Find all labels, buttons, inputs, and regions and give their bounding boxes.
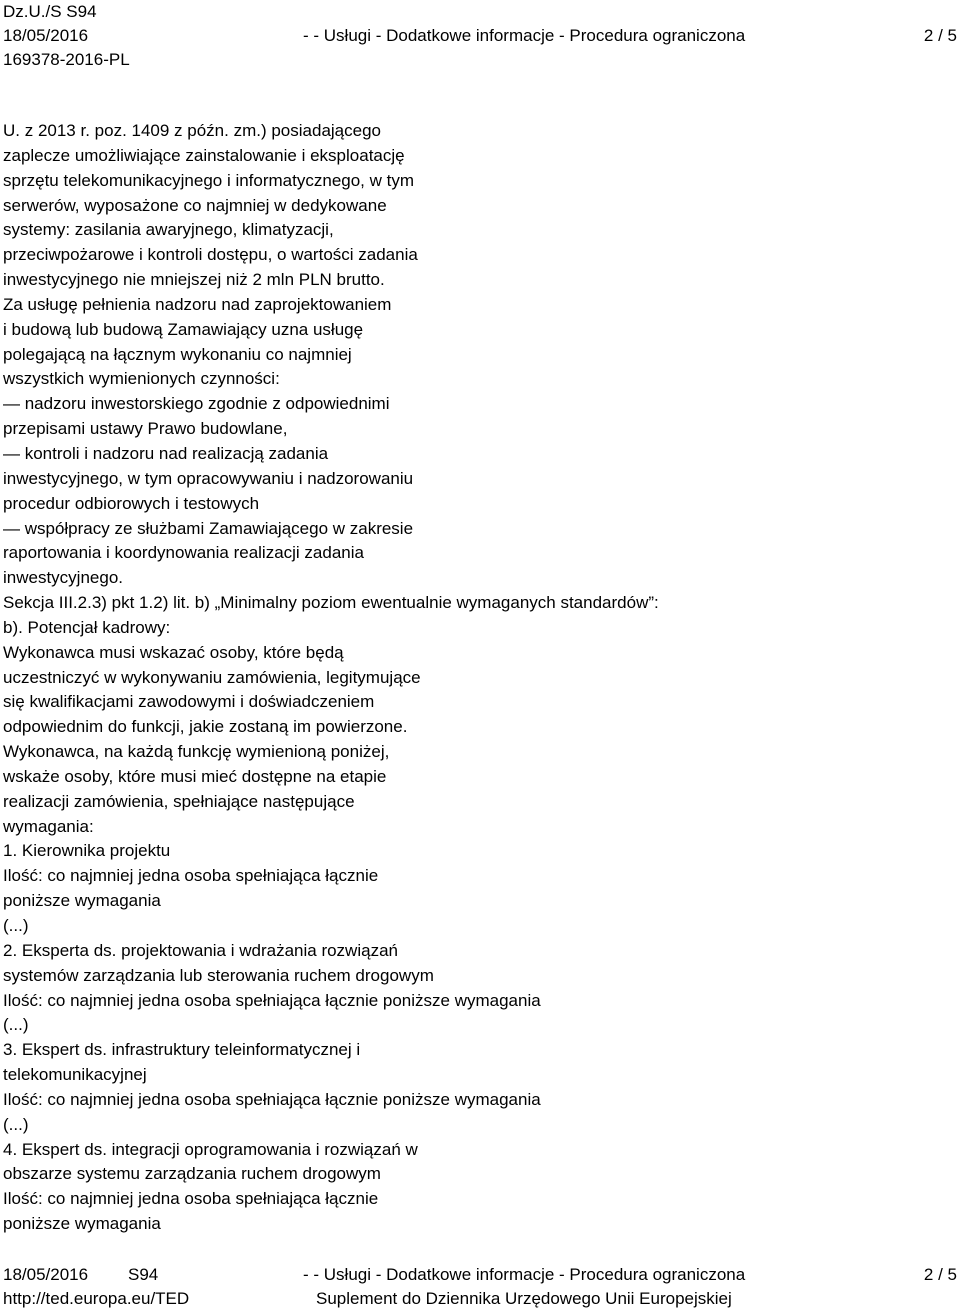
text-line: systemy: zasilania awaryjnego, klimatyzacji, — [3, 220, 334, 240]
text-line: Ilość: co najmniej jedna osoba spełniająca łącznie — [3, 866, 379, 886]
text-line: — kontroli i nadzoru nad realizacją zadania — [3, 443, 329, 463]
text-line: Ilość: co najmniej jedna osoba spełniająca łącznie poniższe wymagania — [3, 1089, 541, 1109]
page-footer — [3, 1263, 957, 1311]
text-line: wskaże osoby, które musi mieć dostępne na etapie — [3, 766, 387, 786]
header-page-number: 2 / 5 — [923, 26, 957, 45]
text-line: (...) — [3, 1114, 29, 1134]
text-line: Ilość: co najmniej jedna osoba spełniająca łącznie poniższe wymagania — [3, 990, 541, 1010]
text-line: 1. Kierownika projektu — [3, 841, 171, 861]
header-date: 18/05/2016 — [3, 26, 89, 45]
text-line: — nadzoru inwestorskiego zgodnie z odpowiednimi — [3, 394, 390, 414]
text-line: uczestniczyć w wykonywaniu zamówienia, legitymujące — [3, 667, 421, 687]
text-line: przeciwpożarowe i kontroli dostępu, o wartości zadania — [3, 245, 418, 265]
text-line: Wykonawca musi wskazać osoby, które będą — [3, 642, 344, 662]
text-line: serwerów, wyposażone co najmniej w dedykowane — [3, 195, 387, 215]
text-line: b). Potencjał kadrowy: — [3, 617, 171, 637]
text-line: przepisami ustawy Prawo budowlane, — [3, 419, 288, 439]
document-body — [3, 119, 943, 1237]
footer-url[interactable]: http://ted.europa.eu/TED — [3, 1289, 190, 1308]
footer-date: 18/05/2016 — [3, 1265, 89, 1284]
text-line: telekomunikacyjnej — [3, 1065, 147, 1085]
text-line: poniższe wymagania — [3, 1214, 161, 1234]
text-line: Ilość: co najmniej jedna osoba spełniająca łącznie — [3, 1189, 379, 1209]
text-line: (...) — [3, 1015, 29, 1035]
text-line: obszarze systemu zarządzania ruchem drogowym — [3, 1164, 381, 1184]
footer-supplement: Suplement do Dziennika Urzędowego Unii Europejskiej — [316, 1289, 732, 1308]
text-line: procedur odbiorowych i testowych — [3, 493, 260, 513]
text-line: inwestycyjnego nie mniejszej niż 2 mln PLN brutto. — [3, 270, 385, 290]
text-line: Za usługę pełnienia nadzoru nad zaprojektowaniem — [3, 294, 392, 314]
text-line: sprzętu telekomunikacyjnego i informatycznego, w tym — [3, 170, 415, 190]
text-line: inwestycyjnego. — [3, 568, 124, 588]
text-line: inwestycyjnego, w tym opracowywaniu i nadzorowaniu — [3, 468, 414, 488]
text-line: i budową lub budową Zamawiający uzna usługę — [3, 319, 364, 339]
footer-page-number: 2 / 5 — [923, 1265, 957, 1284]
text-line: 4. Ekspert ds. integracji oprogramowania i rozwiązań w — [3, 1139, 418, 1159]
doc-id: Dz.U./S S94 — [3, 2, 97, 21]
text-line: (...) — [3, 916, 29, 935]
header-reference: 169378-2016-PL — [3, 50, 130, 69]
text-line: realizacji zamówienia, spełniające następujące — [3, 791, 355, 811]
text-line: raportowania i koordynowania realizacji zadania — [3, 543, 364, 563]
text-line: wszystkich wymienionych czynności: — [3, 369, 280, 389]
text-line: wymagania: — [3, 816, 94, 836]
page-header — [3, 0, 957, 72]
text-line: odpowiednim do funkcji, jakie zostaną im powierzone. — [3, 717, 408, 737]
text-line: zaplecze umożliwiające zainstalowanie i eksploatację — [3, 145, 405, 165]
text-line: systemów zarządzania lub sterowania ruchem drogowym — [3, 965, 434, 985]
text-line: 3. Ekspert ds. infrastruktury teleinformatycznej i — [3, 1040, 361, 1060]
text-line: Wykonawca, na każdą funkcję wymienioną poniżej, — [3, 742, 390, 762]
text-line: 2. Eksperta ds. projektowania i wdrażania rozwiązań — [3, 940, 398, 960]
text-line: — współpracy ze służbami Zamawiającego w zakresie — [3, 518, 414, 538]
footer-series: S94 — [128, 1265, 159, 1284]
footer-title: - - Usługi - Dodatkowe informacje - Procedura ograniczona — [303, 1265, 746, 1284]
text-line: się kwalifikacjami zawodowymi i doświadczeniem — [3, 692, 375, 712]
header-title: - - Usługi - Dodatkowe informacje - Procedura ograniczona — [303, 26, 746, 45]
text-line: U. z 2013 r. poz. 1409 z późn. zm.) posiadającego — [3, 121, 382, 140]
text-line: poniższe wymagania — [3, 891, 161, 911]
text-line: polegającą na łącznym wykonaniu co najmniej — [3, 344, 352, 364]
text-line: Sekcja III.2.3) pkt 1.2) lit. b) „Minimalny poziom ewentualnie wymaganych standardów”: — [3, 593, 659, 613]
